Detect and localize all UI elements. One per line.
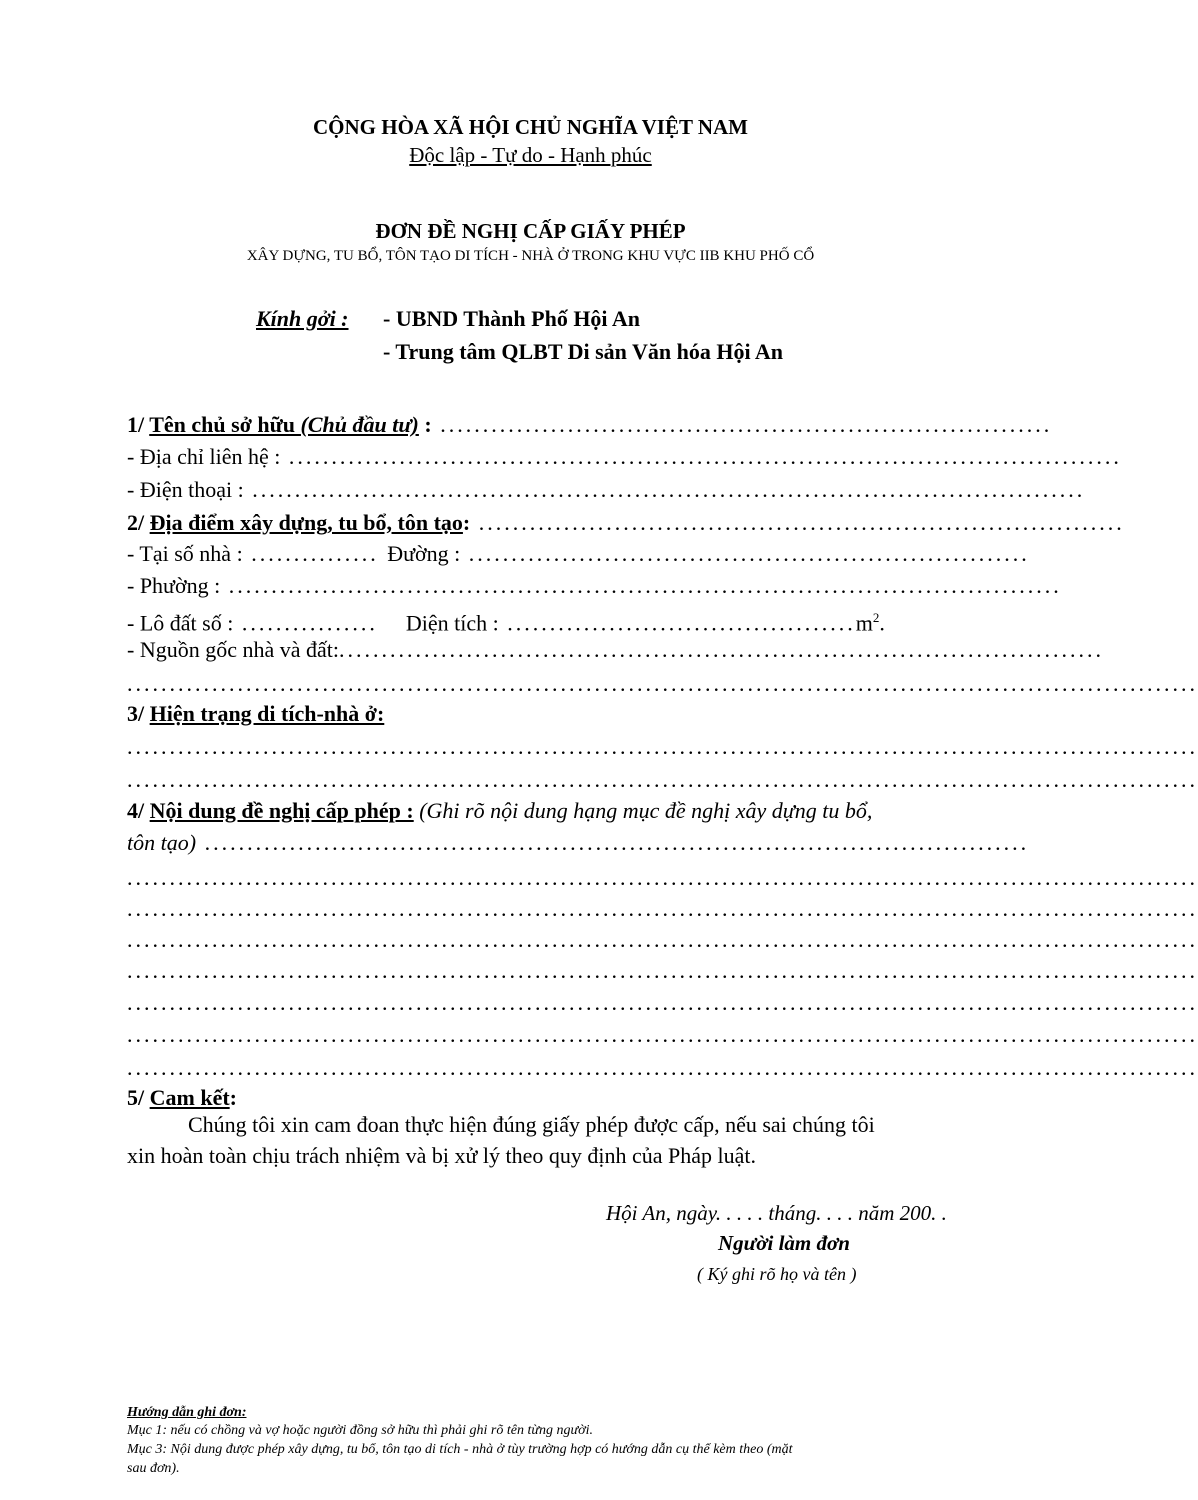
section-1-title-text: Tên chủ sở hữu [149, 412, 301, 437]
guide-item-3: Mục 3: Nội dung được phép xây dựng, tu bổ, tôn tạo di tích - nhà ở tùy trường hợp có hướng dẫn cụ thể kèm theo (mặt [127, 1442, 793, 1457]
origin-row [127, 635, 1104, 665]
house-number-label: - Tại số nhà : [127, 541, 243, 566]
origin-field[interactable]: .......................................................................................... [339, 637, 1104, 662]
request-line-6[interactable]: .............................................................................................................................. [127, 990, 1198, 1015]
area-unit-period: . [879, 610, 885, 636]
lot-area-row [127, 603, 987, 636]
section-1-colon: : [418, 412, 432, 437]
recipient-2: - Trung tâm QLBT Di sản Văn hóa Hội An [383, 339, 783, 364]
section-5-number: 5/ [127, 1085, 150, 1110]
house-number-field[interactable]: ............... [242, 541, 388, 566]
recipient-label: Kính gởi : [256, 306, 349, 331]
status-line-2[interactable]: .............................................................................................................................. [127, 767, 1198, 792]
origin-continuation[interactable]: .............................................................................................................................. [127, 671, 1198, 696]
request-field-1[interactable]: ................................................................................................. [196, 830, 1030, 855]
section-2-heading [127, 508, 1125, 538]
phone-label: - Điện thoại : [127, 477, 244, 502]
request-line-3[interactable]: .............................................................................................................................. [127, 896, 1198, 921]
ward-label: - Phường : [127, 573, 221, 598]
section-4-number: 4/ [127, 798, 150, 823]
area-unit: m [855, 610, 873, 636]
commitment-line-2: xin hoàn toàn chịu trách nhiệm và bị xử lý theo quy định của Pháp luật. [127, 1143, 757, 1168]
section-1-title [149, 412, 419, 437]
form-title: ĐƠN ĐỀ NGHỊ CẤP GIẤY PHÉP [375, 219, 686, 243]
section-4-title: Nội dung đề nghị cấp phép : [149, 798, 414, 823]
phone-field[interactable]: .................................................................................................. [243, 477, 1086, 502]
guide-title: Hướng dẫn ghi đơn: [127, 1405, 247, 1420]
guide-item-1: Mục 1: nếu có chồng và vợ hoặc người đồng sở hữu thì phải ghi rõ tên từng người. [127, 1423, 593, 1438]
section-5-title: Cam kết [149, 1085, 230, 1110]
section-1-number: 1/ [127, 412, 150, 437]
request-line-4[interactable]: .............................................................................................................................. [127, 927, 1198, 952]
ward-row [127, 571, 1062, 601]
street-label: Đường : [387, 541, 461, 566]
address-row [127, 442, 1122, 472]
phone-row [127, 475, 1086, 505]
lot-label: - Lô đất số : [127, 610, 234, 636]
section-4-note-continuation: tôn tạo) [127, 830, 197, 855]
status-line-1[interactable]: .............................................................................................................................. [127, 734, 1198, 759]
location-field[interactable]: ............................................................................ [470, 510, 1125, 535]
address-label: - Địa chỉ liên hệ : [127, 444, 281, 469]
section-4-note: (Ghi rõ nội dung hạng mục đề nghị xây dựng tu bổ, [413, 798, 873, 823]
guide-item-3-continuation: sau đơn). [127, 1461, 180, 1476]
origin-label: - Nguồn gốc nhà và đất: [127, 637, 339, 662]
motto-text: Độc lập - Tự do - Hạnh phúc [409, 143, 652, 167]
section-2-number: 2/ [127, 510, 150, 535]
form-subtitle: XÂY DỰNG, TU BỔ, TÔN TẠO DI TÍCH - NHÀ Ở TRONG KHU VỰC IIB KHU PHỐ CỔ [246, 248, 815, 264]
commitment-line-1: Chúng tôi xin cam đoan thực hiện đúng giấy phép được cấp, nếu sai chúng tôi [188, 1112, 875, 1137]
section-5-colon: : [229, 1085, 237, 1110]
owner-name-field[interactable]: ........................................................................ [431, 412, 1053, 437]
section-2-colon: : [462, 510, 471, 535]
nation-title: CỘNG HÒA XÃ HỘI CHỦ NGHĨA VIỆT NAM [312, 115, 749, 139]
section-3-number: 3/ [127, 701, 150, 726]
date-line: Hội An, ngày. . . . . tháng. . . . năm 200. . [606, 1201, 947, 1225]
section-5-heading [127, 1083, 987, 1113]
section-1-heading [127, 410, 1053, 440]
motto [0, 143, 1061, 168]
street-field[interactable]: .................................................................. [460, 541, 1030, 566]
address-field[interactable]: .................................................................................................. [280, 444, 1122, 469]
request-line-2[interactable]: .............................................................................................................................. [127, 865, 1198, 890]
signer-label: Người làm đơn [718, 1231, 850, 1255]
request-row-1 [127, 828, 1030, 858]
section-3-title: Hiện trạng di tích-nhà ở: [149, 701, 385, 726]
section-1-title-italic: (Chủ đầu tư) [300, 412, 419, 437]
house-street-row [127, 539, 1030, 569]
area-field[interactable]: ......................................... [498, 610, 856, 636]
area-label: Diện tích : [405, 610, 499, 636]
area-unit-superscript: 2 [872, 610, 880, 625]
section-3-heading [127, 699, 987, 729]
recipient-1: - UBND Thành Phố Hội An [383, 306, 640, 331]
request-line-7[interactable]: .............................................................................................................................. [127, 1022, 1198, 1047]
request-line-8[interactable]: .............................................................................................................................. [127, 1055, 1198, 1080]
section-4-heading [127, 796, 987, 826]
lot-field[interactable]: ................ [233, 610, 378, 636]
signature-instruction: ( Ký ghi rõ họ và tên ) [697, 1264, 857, 1284]
request-line-5[interactable]: .............................................................................................................................. [127, 958, 1198, 983]
section-2-title: Địa điểm xây dựng, tu bổ, tôn tạo [149, 510, 463, 535]
ward-field[interactable]: .................................................................................................. [220, 573, 1062, 598]
